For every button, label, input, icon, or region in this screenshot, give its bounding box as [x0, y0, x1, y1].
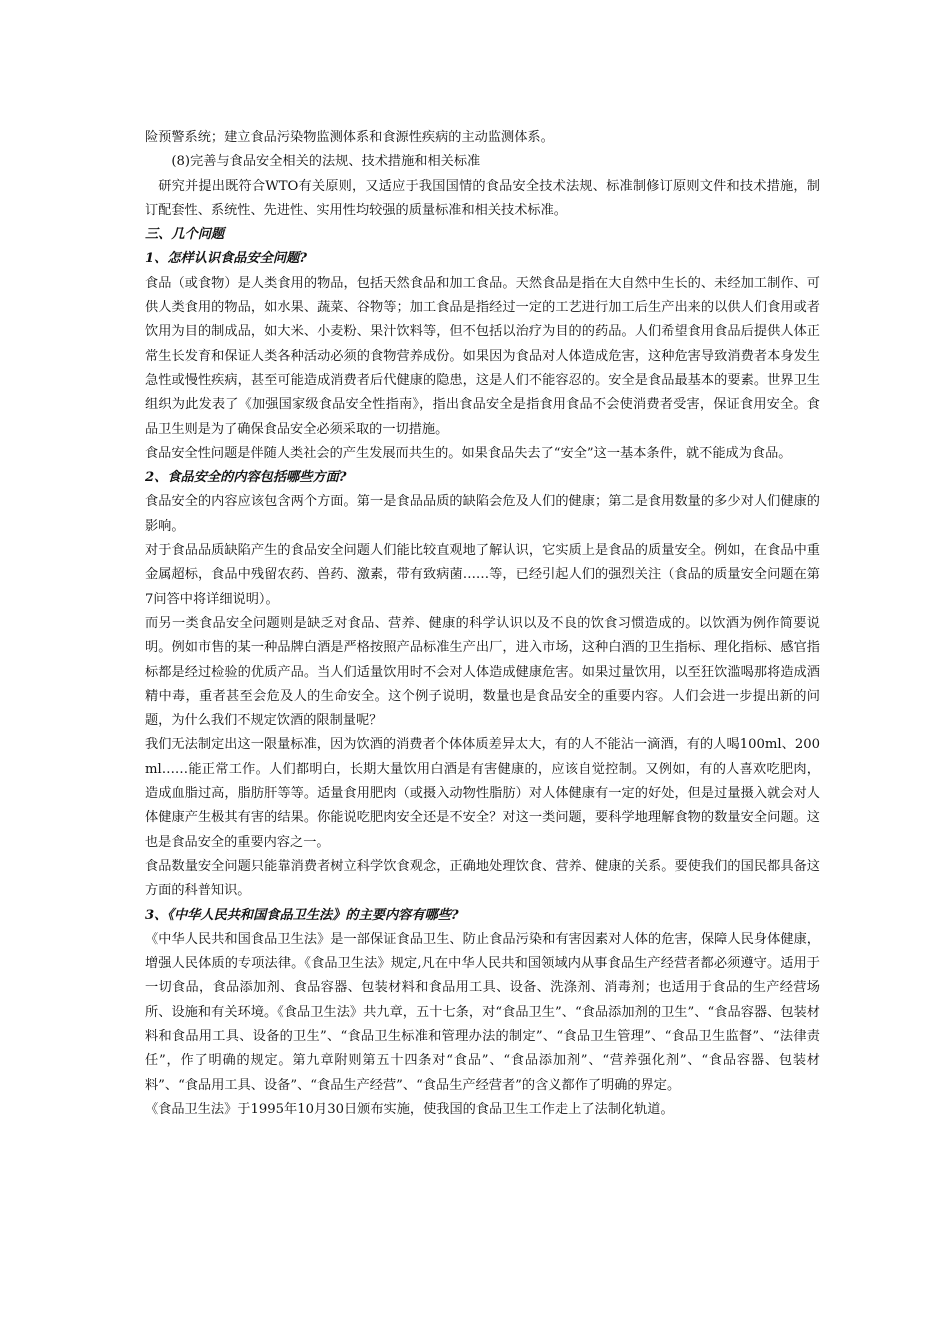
question-heading-3: 3、《中华人民共和国食品卫生法》的主要内容有哪些?: [145, 907, 459, 923]
question-heading-1: 1、怎样认识食品安全问题?: [145, 251, 307, 267]
section-heading: 三、几个问题: [145, 227, 225, 243]
paragraph: 对于食品品质缺陷产生的食品安全问题人们能比较直观地了解认识，它实质上是食品的质量安全。例如，在食品中重金属超标，食品中残留农药、兽药、激素，带有致病菌……等，已经引起人们的强烈关注（食品的质量安全问题在第7问答中将详细说明）。: [145, 543, 820, 607]
section-item-8: (8)完善与食品安全相关的法规、技术措施和相关标准: [171, 154, 481, 170]
paragraph: 研究并提出既符合WTO有关原则，又适应于我国国情的食品安全技术法规、标准制修订原则文件和技术措施，制订配套性、系统性、先进性、实用性均较强的质量标准和相关技术标准。: [145, 178, 820, 218]
paragraph: 我们无法制定出这一限量标准，因为饮酒的消费者个体体质差异太大，有的人不能沾一滴酒，有的人喝100ml、200ml……能正常工作。人们都明白，长期大量饮用白酒是有害健康的，应该自觉控制。又例如，有的人喜欢吃肥肉，造成血脂过高，脂肪肝等等。适量食用肥肉（或摄入动物性脂肪）对人体健康有一定的好处，但是过量摄入就会对人体健康产生极其有害的结果。你能说吃肥肉安全还是不安全？对这一类问题，要科学地理解食物的数量安全问题。这也是食品安全的重要内容之一。: [145, 737, 820, 850]
document-body: [145, 126, 820, 1122]
paragraph: 《食品卫生法》于1995年10月30日颁布实施，使我国的食品卫生工作走上了法制化轨道。: [145, 1101, 674, 1117]
paragraph: 食品（或食物）是人类食用的物品，包括天然食品和加工食品。天然食品是指在大自然中生长的、未经加工制作、可供人类食用的物品，如水果、蔬菜、谷物等；加工食品是指经过一定的工艺进行加工后生产出来的以供人们食用或者饮用为目的制成品，如大米、小麦粉、果汁饮料等，但不包括以治疗为目的的药品。人们希望食用食品后提供人体正常生长发育和保证人类各种活动必须的食物营养成份。如果因为食品对人体造成危害，这种危害导致消费者本身发生急性或慢性疾病，甚至可能造成消费者后代健康的隐患，这是人们不能容忍的。安全是食品最基本的要素。世界卫生组织为此发表了《加强国家级食品安全性指南》，指出食品安全是指食用食品不会使消费者受害，保证食用安全。食品卫生则是为了确保食品安全必须采取的一切措施。: [145, 275, 820, 437]
question-heading-2: 2、食品安全的内容包括哪些方面?: [145, 470, 347, 486]
paragraph: 食品安全的内容应该包含两个方面。第一是食品品质的缺陷会危及人们的健康；第二是食用数量的多少对人们健康的影响。: [145, 494, 820, 534]
paragraph: 《中华人民共和国食品卫生法》是一部保证食品卫生、防止食品污染和有害因素对人体的危害，保障人民身体健康，增强人民体质的专项法律。《食品卫生法》规定,凡在中华人民共和国领域内从事食品生产经营者都必须遵守。适用于一切食品，食品添加剂、食品容器、包装材料和食品用工具、设备、洗涤剂、消毒剂；也适用于食品的生产经营场所、设施和有关环境。《食品卫生法》共九章，五十七条，对“食品卫生”、“食品添加剂的卫生”、“食品容器、包装材料和食品用工具、设备的卫生”、“食品卫生标准和管理办法的制定”、“食品卫生管理”、“食品卫生监督”、“法律责任”，作了明确的规定。第九章附则第五十四条对“食品”、“食品添加剂”、“营养强化剂”、“食品容器、包装材料”、“食品用工具、设备”、“食品生产经营”、“食品生产经营者”的含义都作了明确的界定。: [145, 931, 820, 1093]
paragraph: 而另一类食品安全问题则是缺乏对食品、营养、健康的科学认识以及不良的饮食习惯造成的。以饮酒为例作简要说明。例如市售的某一种品牌白酒是严格按照产品标准生产出厂，进入市场，这种白酒的卫生指标、理化指标、感官指标都是经过检验的优质产品。当人们适量饮用时不会对人体造成健康危害。如果过量饮用，以至狂饮滥喝那将造成酒精中毒，重者甚至会危及人的生命安全。这个例子说明，数量也是食品安全的重要内容。人们会进一步提出新的问题，为什么我们不规定饮酒的限制量呢？: [145, 615, 820, 729]
paragraph: 食品数量安全问题只能靠消费者树立科学饮食观念，正确地处理饮食、营养、健康的关系。要使我们的国民都具备这方面的科普知识。: [145, 858, 820, 899]
paragraph: 险预警系统；建立食品污染物监测体系和食源性疾病的主动监测体系。: [145, 130, 554, 145]
paragraph: 食品安全性问题是伴随人类社会的产生发展而共生的。如果食品失去了“安全”这一基本条件，就不能成为食品。: [145, 445, 792, 461]
